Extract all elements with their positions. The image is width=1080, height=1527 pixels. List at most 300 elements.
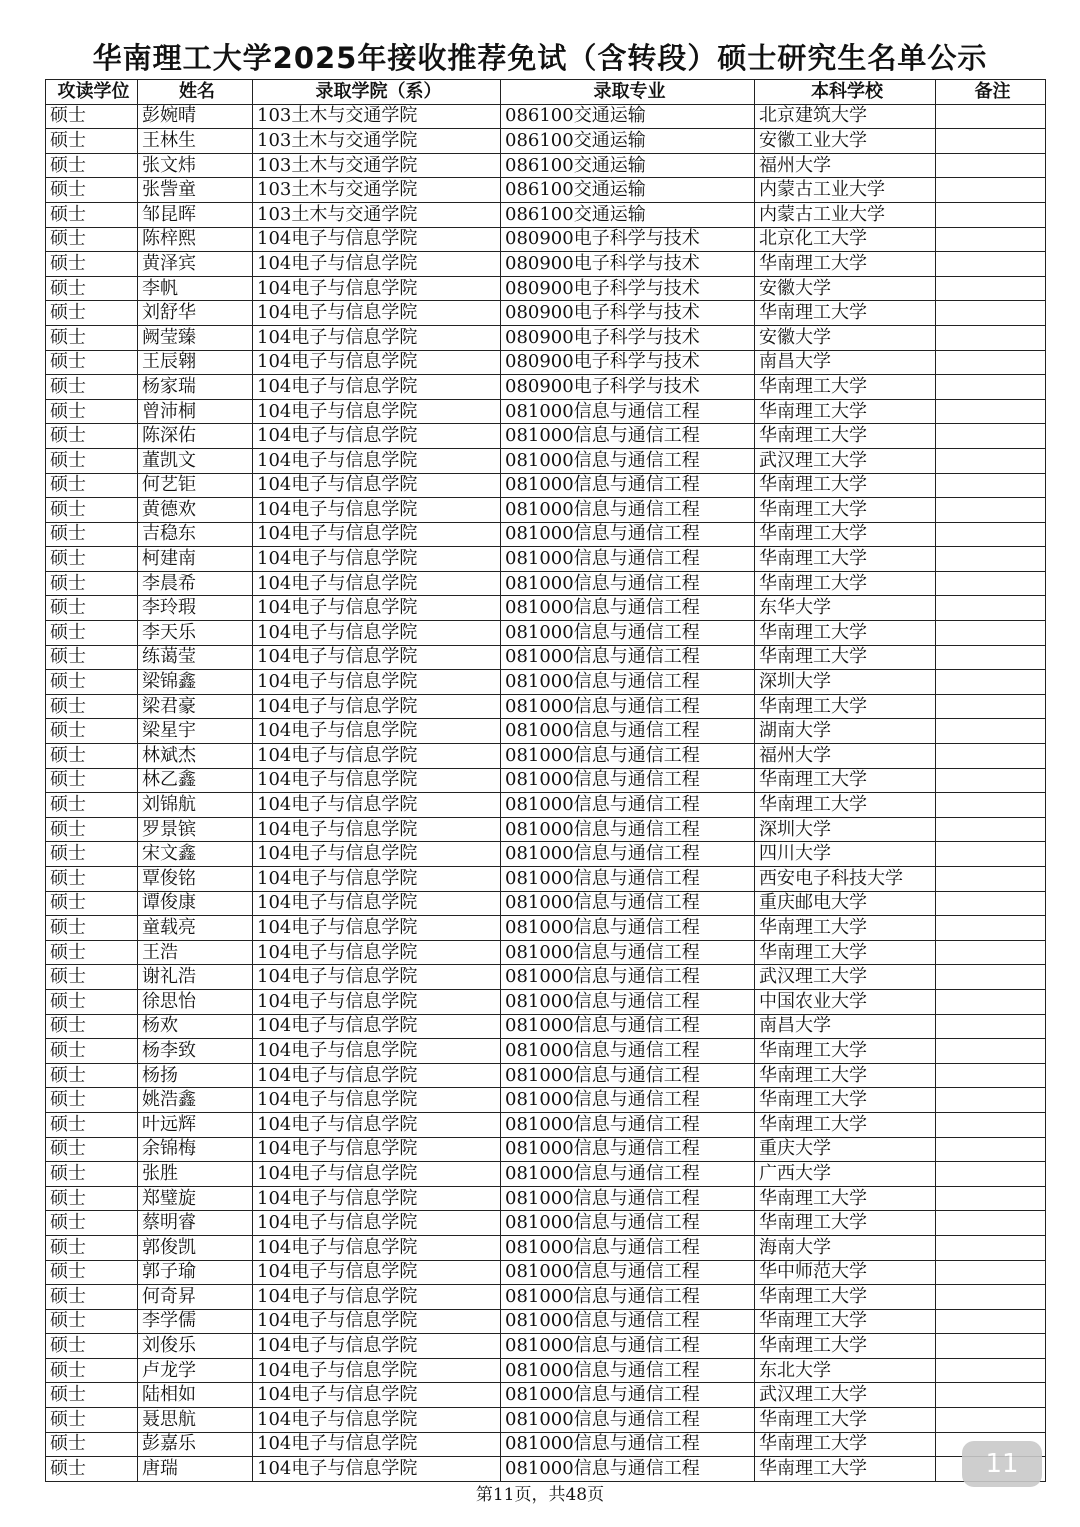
- major-cell: 081000信息与通信工程: [501, 940, 755, 965]
- table-row: [46, 1383, 1046, 1408]
- college-cell: 103土木与交通学院: [253, 178, 501, 203]
- degree-cell: 硕士: [46, 1408, 138, 1433]
- degree-cell: 硕士: [46, 104, 138, 129]
- name-cell: 林乙鑫: [138, 768, 253, 793]
- table-row: [46, 817, 1046, 842]
- degree-cell: 硕士: [46, 498, 138, 523]
- table-row: [46, 129, 1046, 154]
- name-cell: 刘俊乐: [138, 1334, 253, 1359]
- undergrad-school-cell: 北京化工大学: [755, 227, 936, 252]
- undergrad-school-cell: 华南理工大学: [755, 1432, 936, 1457]
- table-row: [46, 719, 1046, 744]
- table-row: [46, 793, 1046, 818]
- major-cell: 081000信息与通信工程: [501, 1186, 755, 1211]
- remarks-cell: [936, 1309, 1046, 1334]
- undergrad-school-cell: 华南理工大学: [755, 793, 936, 818]
- college-cell: 103土木与交通学院: [253, 129, 501, 154]
- major-cell: 081000信息与通信工程: [501, 670, 755, 695]
- college-cell: 104电子与信息学院: [253, 1457, 501, 1482]
- major-cell: 081000信息与通信工程: [501, 719, 755, 744]
- name-cell: 梁星宇: [138, 719, 253, 744]
- major-cell: 081000信息与通信工程: [501, 1211, 755, 1236]
- college-cell: 104电子与信息学院: [253, 350, 501, 375]
- degree-cell: 硕士: [46, 1285, 138, 1310]
- undergrad-school-cell: 华南理工大学: [755, 547, 936, 572]
- college-cell: 104电子与信息学院: [253, 719, 501, 744]
- major-cell: 081000信息与通信工程: [501, 768, 755, 793]
- college-cell: 104电子与信息学院: [253, 399, 501, 424]
- undergrad-school-cell: 华南理工大学: [755, 1063, 936, 1088]
- undergrad-school-cell: 福州大学: [755, 153, 936, 178]
- name-cell: 彭婉晴: [138, 104, 253, 129]
- college-cell: 104电子与信息学院: [253, 867, 501, 892]
- undergrad-school-cell: 广西大学: [755, 1162, 936, 1187]
- major-cell: 081000信息与通信工程: [501, 645, 755, 670]
- college-cell: 104电子与信息学院: [253, 1137, 501, 1162]
- major-cell: 081000信息与通信工程: [501, 1162, 755, 1187]
- major-cell: 081000信息与通信工程: [501, 547, 755, 572]
- undergrad-school-cell: 华南理工大学: [755, 1186, 936, 1211]
- remarks-cell: [936, 399, 1046, 424]
- college-cell: 104电子与信息学院: [253, 522, 501, 547]
- college-cell: 104电子与信息学院: [253, 1186, 501, 1211]
- undergrad-school-cell: 安徽大学: [755, 276, 936, 301]
- name-cell: 柯建南: [138, 547, 253, 572]
- major-cell: 081000信息与通信工程: [501, 1137, 755, 1162]
- remarks-cell: [936, 694, 1046, 719]
- remarks-cell: [936, 744, 1046, 769]
- remarks-cell: [936, 1063, 1046, 1088]
- college-cell: 104电子与信息学院: [253, 1039, 501, 1064]
- major-cell: 081000信息与通信工程: [501, 1309, 755, 1334]
- college-cell: 104电子与信息学院: [253, 252, 501, 277]
- undergrad-school-cell: 武汉理工大学: [755, 1383, 936, 1408]
- remarks-cell: [936, 301, 1046, 326]
- degree-cell: 硕士: [46, 916, 138, 941]
- table-row: [46, 276, 1046, 301]
- major-cell: 081000信息与通信工程: [501, 867, 755, 892]
- degree-cell: 硕士: [46, 325, 138, 350]
- table-row: [46, 473, 1046, 498]
- undergrad-school-cell: 湖南大学: [755, 719, 936, 744]
- undergrad-school-cell: 华南理工大学: [755, 1112, 936, 1137]
- undergrad-school-cell: 华南理工大学: [755, 1334, 936, 1359]
- college-cell: 104电子与信息学院: [253, 842, 501, 867]
- college-cell: 104电子与信息学院: [253, 276, 501, 301]
- name-cell: 黄泽宾: [138, 252, 253, 277]
- undergrad-school-cell: 华南理工大学: [755, 522, 936, 547]
- degree-cell: 硕士: [46, 1358, 138, 1383]
- major-cell: 081000信息与通信工程: [501, 473, 755, 498]
- undergrad-school-cell: 北京建筑大学: [755, 104, 936, 129]
- table-row: [46, 202, 1046, 227]
- table-row: [46, 867, 1046, 892]
- column-header-major: 录取专业: [501, 80, 755, 105]
- college-cell: 104电子与信息学院: [253, 817, 501, 842]
- remarks-cell: [936, 842, 1046, 867]
- table-row: [46, 571, 1046, 596]
- table-row: [46, 1088, 1046, 1113]
- remarks-cell: [936, 571, 1046, 596]
- major-cell: 080900电子科学与技术: [501, 325, 755, 350]
- college-cell: 104电子与信息学院: [253, 498, 501, 523]
- major-cell: 081000信息与通信工程: [501, 596, 755, 621]
- table-row: [46, 965, 1046, 990]
- undergrad-school-cell: 华南理工大学: [755, 424, 936, 449]
- undergrad-school-cell: 华南理工大学: [755, 498, 936, 523]
- degree-cell: 硕士: [46, 473, 138, 498]
- table-row: [46, 694, 1046, 719]
- undergrad-school-cell: 内蒙古工业大学: [755, 202, 936, 227]
- college-cell: 104电子与信息学院: [253, 1358, 501, 1383]
- remarks-cell: [936, 1014, 1046, 1039]
- remarks-cell: [936, 1383, 1046, 1408]
- name-cell: 李学儒: [138, 1309, 253, 1334]
- degree-cell: 硕士: [46, 1088, 138, 1113]
- table-row: [46, 498, 1046, 523]
- name-cell: 何艺钜: [138, 473, 253, 498]
- major-cell: 081000信息与通信工程: [501, 522, 755, 547]
- name-cell: 聂思航: [138, 1408, 253, 1433]
- degree-cell: 硕士: [46, 399, 138, 424]
- undergrad-school-cell: 华南理工大学: [755, 1039, 936, 1064]
- name-cell: 杨家瑞: [138, 375, 253, 400]
- remarks-cell: [936, 1137, 1046, 1162]
- name-cell: 李玲瑕: [138, 596, 253, 621]
- major-cell: 081000信息与通信工程: [501, 891, 755, 916]
- major-cell: 081000信息与通信工程: [501, 817, 755, 842]
- name-cell: 陈梓熙: [138, 227, 253, 252]
- college-cell: 104电子与信息学院: [253, 916, 501, 941]
- undergrad-school-cell: 华南理工大学: [755, 571, 936, 596]
- college-cell: 103土木与交通学院: [253, 153, 501, 178]
- college-cell: 104电子与信息学院: [253, 424, 501, 449]
- name-cell: 林斌杰: [138, 744, 253, 769]
- remarks-cell: [936, 202, 1046, 227]
- table-row: [46, 1137, 1046, 1162]
- undergrad-school-cell: 中国农业大学: [755, 989, 936, 1014]
- degree-cell: 硕士: [46, 940, 138, 965]
- name-cell: 王林生: [138, 129, 253, 154]
- name-cell: 蔡明睿: [138, 1211, 253, 1236]
- undergrad-school-cell: 华南理工大学: [755, 621, 936, 646]
- major-cell: 080900电子科学与技术: [501, 252, 755, 277]
- undergrad-school-cell: 华南理工大学: [755, 916, 936, 941]
- remarks-cell: [936, 670, 1046, 695]
- undergrad-school-cell: 华南理工大学: [755, 1457, 936, 1482]
- admission-list-table: [45, 79, 1046, 1482]
- degree-cell: 硕士: [46, 129, 138, 154]
- table-row: [46, 1285, 1046, 1310]
- degree-cell: 硕士: [46, 817, 138, 842]
- major-cell: 080900电子科学与技术: [501, 276, 755, 301]
- degree-cell: 硕士: [46, 793, 138, 818]
- remarks-cell: [936, 375, 1046, 400]
- page-number-badge: 11: [962, 1441, 1042, 1487]
- name-cell: 杨扬: [138, 1063, 253, 1088]
- table-row: [46, 940, 1046, 965]
- major-cell: 086100交通运输: [501, 202, 755, 227]
- major-cell: 080900电子科学与技术: [501, 350, 755, 375]
- page-footer: 第11页，共48页: [475, 1485, 605, 1505]
- table-row: [46, 645, 1046, 670]
- major-cell: 081000信息与通信工程: [501, 1285, 755, 1310]
- college-cell: 104电子与信息学院: [253, 694, 501, 719]
- table-row: [46, 1358, 1046, 1383]
- degree-cell: 硕士: [46, 1432, 138, 1457]
- college-cell: 104电子与信息学院: [253, 670, 501, 695]
- undergrad-school-cell: 华南理工大学: [755, 768, 936, 793]
- major-cell: 081000信息与通信工程: [501, 448, 755, 473]
- undergrad-school-cell: 安徽大学: [755, 325, 936, 350]
- table-row: [46, 1063, 1046, 1088]
- undergrad-school-cell: 深圳大学: [755, 670, 936, 695]
- major-cell: 086100交通运输: [501, 104, 755, 129]
- name-cell: 覃俊铭: [138, 867, 253, 892]
- table-row: [46, 178, 1046, 203]
- name-cell: 李晨希: [138, 571, 253, 596]
- major-cell: 081000信息与通信工程: [501, 1112, 755, 1137]
- remarks-cell: [936, 1186, 1046, 1211]
- table-row: [46, 1334, 1046, 1359]
- degree-cell: 硕士: [46, 596, 138, 621]
- table-row: [46, 104, 1046, 129]
- major-cell: 081000信息与通信工程: [501, 1408, 755, 1433]
- name-cell: 杨欢: [138, 1014, 253, 1039]
- college-cell: 104电子与信息学院: [253, 1088, 501, 1113]
- table-row: [46, 891, 1046, 916]
- table-row: [46, 227, 1046, 252]
- undergrad-school-cell: 西安电子科技大学: [755, 867, 936, 892]
- major-cell: 081000信息与通信工程: [501, 1063, 755, 1088]
- major-cell: 081000信息与通信工程: [501, 793, 755, 818]
- name-cell: 陆相如: [138, 1383, 253, 1408]
- college-cell: 104电子与信息学院: [253, 227, 501, 252]
- undergrad-school-cell: 华南理工大学: [755, 375, 936, 400]
- remarks-cell: [936, 350, 1046, 375]
- college-cell: 104电子与信息学院: [253, 1112, 501, 1137]
- name-cell: 罗景镔: [138, 817, 253, 842]
- undergrad-school-cell: 重庆大学: [755, 1137, 936, 1162]
- name-cell: 唐瑞: [138, 1457, 253, 1482]
- degree-cell: 硕士: [46, 1112, 138, 1137]
- major-cell: 081000信息与通信工程: [501, 744, 755, 769]
- major-cell: 081000信息与通信工程: [501, 1088, 755, 1113]
- undergrad-school-cell: 华南理工大学: [755, 1309, 936, 1334]
- remarks-cell: [936, 867, 1046, 892]
- college-cell: 104电子与信息学院: [253, 375, 501, 400]
- major-cell: 080900电子科学与技术: [501, 227, 755, 252]
- table-row: [46, 1235, 1046, 1260]
- college-cell: 104电子与信息学院: [253, 1260, 501, 1285]
- major-cell: 081000信息与通信工程: [501, 1432, 755, 1457]
- degree-cell: 硕士: [46, 621, 138, 646]
- remarks-cell: [936, 793, 1046, 818]
- name-cell: 徐思怡: [138, 989, 253, 1014]
- name-cell: 郭子瑜: [138, 1260, 253, 1285]
- undergrad-school-cell: 安徽工业大学: [755, 129, 936, 154]
- undergrad-school-cell: 南昌大学: [755, 350, 936, 375]
- table-body: [46, 104, 1046, 1481]
- table-row: [46, 1260, 1046, 1285]
- college-cell: 104电子与信息学院: [253, 1162, 501, 1187]
- college-cell: 104电子与信息学院: [253, 448, 501, 473]
- undergrad-school-cell: 华南理工大学: [755, 252, 936, 277]
- degree-cell: 硕士: [46, 301, 138, 326]
- college-cell: 103土木与交通学院: [253, 104, 501, 129]
- college-cell: 104电子与信息学院: [253, 989, 501, 1014]
- degree-cell: 硕士: [46, 522, 138, 547]
- college-cell: 104电子与信息学院: [253, 1014, 501, 1039]
- college-cell: 104电子与信息学院: [253, 744, 501, 769]
- college-cell: 104电子与信息学院: [253, 596, 501, 621]
- table-row: [46, 1112, 1046, 1137]
- name-cell: 郑璧旋: [138, 1186, 253, 1211]
- table-row: [46, 768, 1046, 793]
- name-cell: 姚浩鑫: [138, 1088, 253, 1113]
- remarks-cell: [936, 498, 1046, 523]
- major-cell: 081000信息与通信工程: [501, 571, 755, 596]
- degree-cell: 硕士: [46, 252, 138, 277]
- remarks-cell: [936, 1358, 1046, 1383]
- degree-cell: 硕士: [46, 1383, 138, 1408]
- degree-cell: 硕士: [46, 1211, 138, 1236]
- table-row: [46, 1457, 1046, 1482]
- name-cell: 黄德欢: [138, 498, 253, 523]
- name-cell: 张胜: [138, 1162, 253, 1187]
- name-cell: 王浩: [138, 940, 253, 965]
- major-cell: 081000信息与通信工程: [501, 965, 755, 990]
- major-cell: 081000信息与通信工程: [501, 842, 755, 867]
- college-cell: 103土木与交通学院: [253, 202, 501, 227]
- undergrad-school-cell: 华南理工大学: [755, 694, 936, 719]
- college-cell: 104电子与信息学院: [253, 1432, 501, 1457]
- name-cell: 李天乐: [138, 621, 253, 646]
- degree-cell: 硕士: [46, 350, 138, 375]
- name-cell: 宋文鑫: [138, 842, 253, 867]
- name-cell: 陈深佑: [138, 424, 253, 449]
- degree-cell: 硕士: [46, 842, 138, 867]
- college-cell: 104电子与信息学院: [253, 793, 501, 818]
- undergrad-school-cell: 南昌大学: [755, 1014, 936, 1039]
- remarks-cell: [936, 252, 1046, 277]
- table-row: [46, 1408, 1046, 1433]
- undergrad-school-cell: 武汉理工大学: [755, 965, 936, 990]
- column-header-remarks: 备注: [936, 80, 1046, 105]
- remarks-cell: [936, 104, 1046, 129]
- remarks-cell: [936, 645, 1046, 670]
- remarks-cell: [936, 621, 1046, 646]
- degree-cell: 硕士: [46, 1334, 138, 1359]
- major-cell: 086100交通运输: [501, 153, 755, 178]
- major-cell: 081000信息与通信工程: [501, 621, 755, 646]
- degree-cell: 硕士: [46, 571, 138, 596]
- remarks-cell: [936, 276, 1046, 301]
- remarks-cell: [936, 1162, 1046, 1187]
- major-cell: 081000信息与通信工程: [501, 1457, 755, 1482]
- table-row: [46, 522, 1046, 547]
- degree-cell: 硕士: [46, 670, 138, 695]
- major-cell: 081000信息与通信工程: [501, 1014, 755, 1039]
- degree-cell: 硕士: [46, 1014, 138, 1039]
- degree-cell: 硕士: [46, 448, 138, 473]
- remarks-cell: [936, 1285, 1046, 1310]
- table-header-row: [46, 80, 1046, 105]
- undergrad-school-cell: 东北大学: [755, 1358, 936, 1383]
- college-cell: 104电子与信息学院: [253, 1383, 501, 1408]
- degree-cell: 硕士: [46, 178, 138, 203]
- name-cell: 刘舒华: [138, 301, 253, 326]
- degree-cell: 硕士: [46, 694, 138, 719]
- major-cell: 081000信息与通信工程: [501, 1383, 755, 1408]
- column-header-undergrad-school: 本科学校: [755, 80, 936, 105]
- major-cell: 086100交通运输: [501, 178, 755, 203]
- table-row: [46, 547, 1046, 572]
- remarks-cell: [936, 891, 1046, 916]
- column-header-college: 录取学院（系）: [253, 80, 501, 105]
- degree-cell: 硕士: [46, 744, 138, 769]
- undergrad-school-cell: 华南理工大学: [755, 645, 936, 670]
- remarks-cell: [936, 940, 1046, 965]
- table-row: [46, 1432, 1046, 1457]
- remarks-cell: [936, 1039, 1046, 1064]
- remarks-cell: [936, 1112, 1046, 1137]
- college-cell: 104电子与信息学院: [253, 1408, 501, 1433]
- name-cell: 梁锦鑫: [138, 670, 253, 695]
- name-cell: 谢礼浩: [138, 965, 253, 990]
- remarks-cell: [936, 153, 1046, 178]
- remarks-cell: [936, 596, 1046, 621]
- name-cell: 叶远辉: [138, 1112, 253, 1137]
- remarks-cell: [936, 1088, 1046, 1113]
- undergrad-school-cell: 华南理工大学: [755, 1408, 936, 1433]
- undergrad-school-cell: 四川大学: [755, 842, 936, 867]
- college-cell: 104电子与信息学院: [253, 547, 501, 572]
- remarks-cell: [936, 719, 1046, 744]
- name-cell: 李帆: [138, 276, 253, 301]
- major-cell: 081000信息与通信工程: [501, 1260, 755, 1285]
- college-cell: 104电子与信息学院: [253, 571, 501, 596]
- name-cell: 余锦梅: [138, 1137, 253, 1162]
- degree-cell: 硕士: [46, 965, 138, 990]
- table-row: [46, 448, 1046, 473]
- degree-cell: 硕士: [46, 1260, 138, 1285]
- column-header-degree: 攻读学位: [46, 80, 138, 105]
- degree-cell: 硕士: [46, 1063, 138, 1088]
- college-cell: 104电子与信息学院: [253, 1211, 501, 1236]
- major-cell: 081000信息与通信工程: [501, 1358, 755, 1383]
- college-cell: 104电子与信息学院: [253, 1334, 501, 1359]
- name-cell: 郭俊凯: [138, 1235, 253, 1260]
- name-cell: 王辰翱: [138, 350, 253, 375]
- name-cell: 梁君豪: [138, 694, 253, 719]
- degree-cell: 硕士: [46, 547, 138, 572]
- table-row: [46, 670, 1046, 695]
- name-cell: 童载亮: [138, 916, 253, 941]
- degree-cell: 硕士: [46, 375, 138, 400]
- major-cell: 081000信息与通信工程: [501, 989, 755, 1014]
- table-row: [46, 842, 1046, 867]
- remarks-cell: [936, 1260, 1046, 1285]
- degree-cell: 硕士: [46, 1457, 138, 1482]
- undergrad-school-cell: 海南大学: [755, 1235, 936, 1260]
- table-row: [46, 375, 1046, 400]
- major-cell: 081000信息与通信工程: [501, 694, 755, 719]
- name-cell: 杨李致: [138, 1039, 253, 1064]
- table-row: [46, 596, 1046, 621]
- remarks-cell: [936, 768, 1046, 793]
- remarks-cell: [936, 448, 1046, 473]
